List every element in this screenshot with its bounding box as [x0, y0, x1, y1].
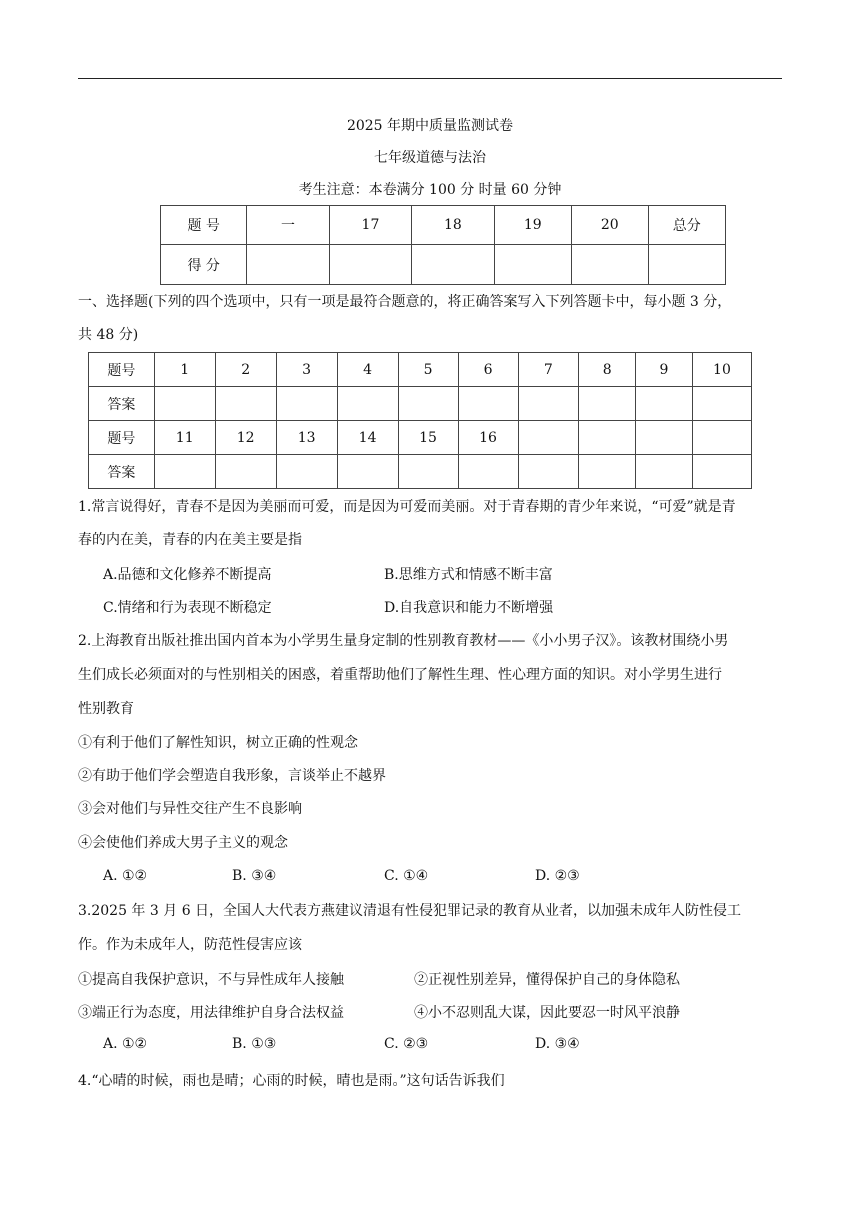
- score-row-label: 得 分: [161, 245, 247, 285]
- score-cell: [329, 245, 411, 285]
- q2-stem: 2.上海教育出版社推出国内首本为小学男生量身定制的性别教育教材——《小小男子汉》。该教材围绕小男: [78, 633, 729, 649]
- exam-notice: 考生注意：本卷满分 100 分 时量 60 分钟: [298, 182, 562, 198]
- answer-blank: [154, 387, 215, 421]
- answer-blank: [398, 455, 458, 489]
- answer-table-cell: 题号: [89, 353, 155, 387]
- answer-blank: [215, 387, 276, 421]
- answer-blank: [636, 455, 693, 489]
- answer-blank: [458, 455, 518, 489]
- answer-row: [89, 455, 752, 489]
- answer-table-cell: 11: [154, 421, 215, 455]
- score-cell: [412, 245, 494, 285]
- answer-row: [89, 387, 752, 421]
- exam-title: 2025 年期中质量监测试卷: [346, 118, 514, 134]
- answer-table-cell: 1: [154, 353, 215, 387]
- answer-table-cell: 7: [518, 353, 579, 387]
- score-header-cell: 20: [572, 206, 648, 245]
- q2-option-a: A. ①②: [103, 868, 148, 884]
- answer-blank: [518, 455, 579, 489]
- answer-table-cell: [692, 421, 751, 455]
- top-rule: [78, 78, 782, 79]
- answer-blank: [276, 387, 337, 421]
- answer-blank: [518, 387, 579, 421]
- q2-statement-3: ③会对他们与异性交往产生不良影响: [78, 801, 302, 817]
- score-cell: [247, 245, 329, 285]
- score-cell: [572, 245, 648, 285]
- answer-blank: [692, 455, 751, 489]
- q2-stem-cont: 性别教育: [78, 701, 134, 717]
- score-header-cell: 17: [329, 206, 411, 245]
- q3-statement-1: ①提高自我保护意识，不与异性成年人接触: [78, 972, 344, 988]
- q1-option-c: C.情绪和行为表现不断稳定: [103, 600, 272, 616]
- answer-blank: [276, 455, 337, 489]
- q1-option-d: D.自我意识和能力不断增强: [384, 600, 554, 616]
- answer-table-cell: 题号: [89, 421, 155, 455]
- q1-stem-cont: 春的内在美，青春的内在美主要是指: [78, 532, 302, 548]
- answer-table-cell: 8: [579, 353, 636, 387]
- answer-table-cell: [579, 421, 636, 455]
- answer-table-cell: 9: [636, 353, 693, 387]
- q3-option-d: D. ③④: [535, 1036, 580, 1052]
- q2-option-b: B. ③④: [232, 868, 277, 884]
- q3-option-b: B. ①③: [232, 1036, 277, 1052]
- section1-instruction-cont: 共 48 分): [78, 327, 139, 343]
- answer-blank: [337, 387, 398, 421]
- score-header-cell: 一: [247, 206, 329, 245]
- q1-option-b: B.思维方式和情感不断丰富: [384, 567, 553, 583]
- score-header-cell: 18: [412, 206, 494, 245]
- q3-option-a: A. ①②: [103, 1036, 148, 1052]
- q3-statement-4: ④小不忍则乱大谋，因此要忍一时风平浪静: [414, 1005, 680, 1021]
- answer-blank: [154, 455, 215, 489]
- answer-table-cell: 16: [458, 421, 518, 455]
- q4-stem: 4.“心晴的时候，雨也是晴；心雨的时候，晴也是雨。”这句话告诉我们: [78, 1073, 505, 1089]
- score-header-cell: 题 号: [161, 206, 247, 245]
- answer-table-cell: 答案: [89, 387, 155, 421]
- q2-option-c: C. ①④: [384, 868, 429, 884]
- answer-table-cell: 答案: [89, 455, 155, 489]
- answer-table-cell: 2: [215, 353, 276, 387]
- answer-table-cell: 5: [398, 353, 458, 387]
- q3-option-c: C. ②③: [384, 1036, 429, 1052]
- answer-table-cell: 14: [337, 421, 398, 455]
- score-header-cell: 19: [494, 206, 571, 245]
- exam-subject: 七年级道德与法治: [374, 150, 486, 166]
- score-cell: [648, 245, 725, 285]
- answer-table: [88, 352, 752, 489]
- answer-table-cell: 13: [276, 421, 337, 455]
- answer-blank: [636, 387, 693, 421]
- q2-statement-4: ④会使他们养成大男子主义的观念: [78, 835, 288, 851]
- score-cell: [494, 245, 571, 285]
- answer-table-cell: 3: [276, 353, 337, 387]
- q2-stem-cont: 生们成长必须面对的与性别相关的困惑，着重帮助他们了解性生理、性心理方面的知识。对小学男生进行: [78, 667, 722, 683]
- section1-instruction: 一、选择题(下列的四个选项中，只有一项是最符合题意的，将正确答案写入下列答题卡中，每小题 3 分，: [78, 294, 732, 310]
- answer-table-cell: 6: [458, 353, 518, 387]
- q3-stem: 3.2025 年 3 月 6 日，全国人大代表方燕建议清退有性侵犯罪记录的教育从业者，以加强未成年人防性侵工: [78, 903, 742, 919]
- answer-blank: [337, 455, 398, 489]
- answer-table-cell: 4: [337, 353, 398, 387]
- answer-table-cell: 10: [692, 353, 751, 387]
- answer-number-row: [89, 421, 752, 455]
- score-header-cell: 总分: [648, 206, 725, 245]
- score-table: [160, 205, 726, 285]
- answer-table-cell: 12: [215, 421, 276, 455]
- answer-blank: [579, 387, 636, 421]
- answer-blank: [398, 387, 458, 421]
- answer-table-cell: [636, 421, 693, 455]
- q3-statement-2: ②正视性别差异，懂得保护自己的身体隐私: [414, 972, 680, 988]
- answer-blank: [215, 455, 276, 489]
- answer-blank: [579, 455, 636, 489]
- q3-statement-3: ③端正行为态度，用法律维护自身合法权益: [78, 1005, 344, 1021]
- answer-table-cell: [518, 421, 579, 455]
- answer-table-cell: 15: [398, 421, 458, 455]
- answer-number-row: [89, 353, 752, 387]
- q2-statement-2: ②有助于他们学会塑造自我形象，言谈举止不越界: [78, 768, 386, 784]
- q2-statement-1: ①有利于他们了解性知识，树立正确的性观念: [78, 735, 358, 751]
- q1-option-a: A.品德和文化修养不断提高: [103, 567, 272, 583]
- answer-blank: [692, 387, 751, 421]
- score-row: [161, 245, 726, 285]
- score-header-row: [161, 206, 726, 245]
- q2-option-d: D. ②③: [535, 868, 580, 884]
- q1-stem: 1.常言说得好，青春不是因为美丽而可爱，而是因为可爱而美丽。对于青春期的青少年来说，“可爱”就是青: [78, 499, 736, 515]
- q3-stem-cont: 作。作为未成年人，防范性侵害应该: [78, 937, 302, 953]
- answer-blank: [458, 387, 518, 421]
